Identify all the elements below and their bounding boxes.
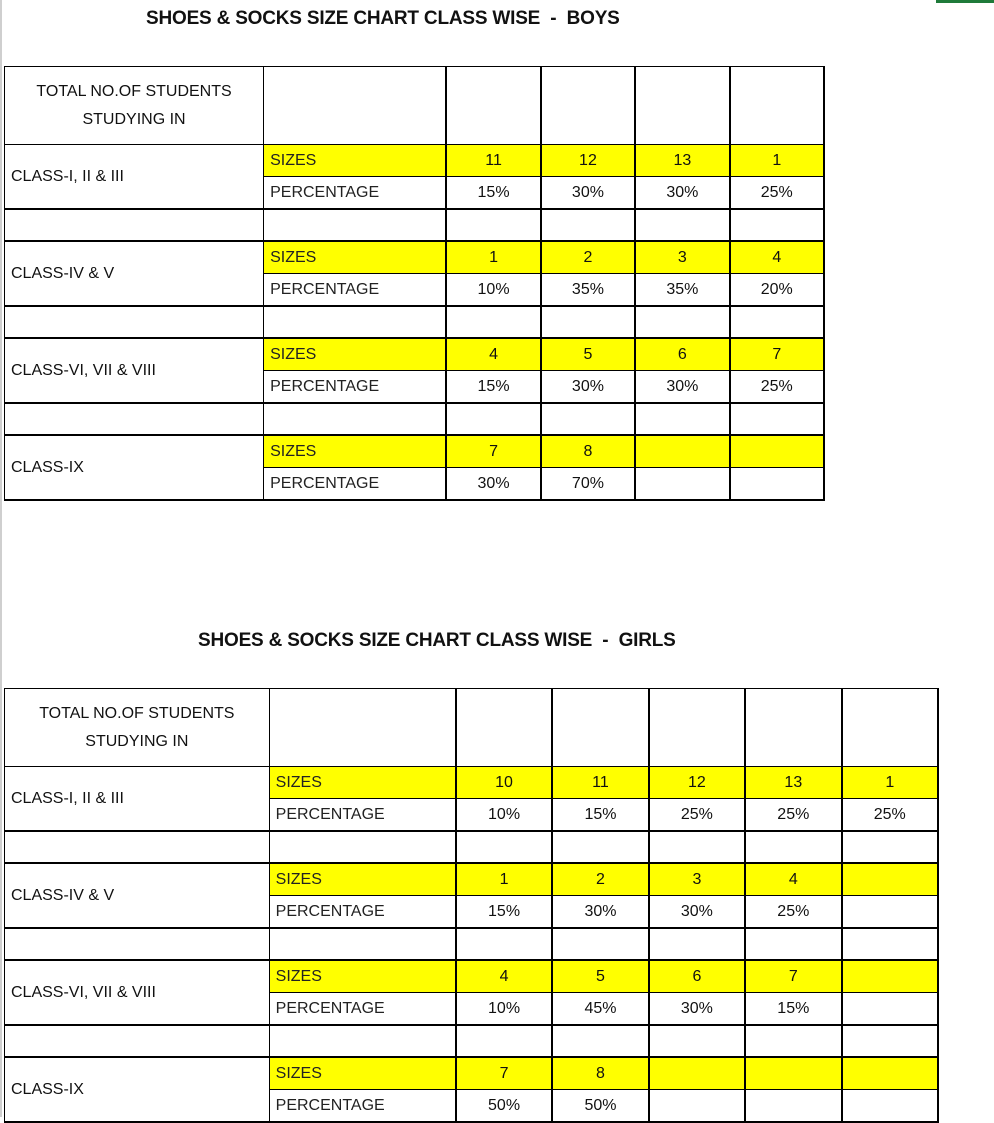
- percentage-value: 50%: [456, 1090, 552, 1123]
- percentage-value: 30%: [635, 177, 729, 210]
- size-value: 1: [730, 145, 824, 177]
- header-label: TOTAL NO.OF STUDENTS STUDYING IN: [5, 67, 264, 145]
- spacer-row: [5, 928, 939, 960]
- percentage-value: 15%: [446, 371, 540, 404]
- spacer-row: [5, 209, 825, 241]
- percentage-label: PERCENTAGE: [264, 468, 447, 501]
- spacer-cell: [446, 209, 540, 241]
- size-value: [730, 435, 824, 468]
- sizes-row: [5, 767, 939, 799]
- sizes-label: SIZES: [269, 767, 456, 799]
- percentage-value: 10%: [456, 993, 552, 1026]
- size-value: [745, 1057, 841, 1090]
- class-name: CLASS-IX: [5, 1057, 270, 1122]
- size-value: 8: [552, 1057, 648, 1090]
- spacer-cell: [5, 928, 270, 960]
- header-empty-cell: [730, 67, 824, 145]
- spacer-row: [5, 403, 825, 435]
- spacer-cell: [541, 306, 635, 338]
- percentage-value: 30%: [541, 177, 635, 210]
- spacer-cell: [446, 403, 540, 435]
- spacer-cell: [456, 831, 552, 863]
- size-value: 13: [635, 145, 729, 177]
- size-value: 13: [745, 767, 841, 799]
- header-empty-cell: [269, 689, 456, 767]
- size-value: 1: [446, 241, 540, 274]
- spacer-cell: [5, 403, 264, 435]
- percentage-value: 15%: [456, 896, 552, 929]
- spacer-cell: [649, 831, 745, 863]
- size-value: [842, 1057, 938, 1090]
- size-value: 12: [541, 145, 635, 177]
- spacer-cell: [635, 306, 729, 338]
- spacer-cell: [264, 306, 447, 338]
- size-value: 7: [446, 435, 540, 468]
- sizes-row: [5, 863, 939, 896]
- spacer-cell: [5, 209, 264, 241]
- size-value: 4: [745, 863, 841, 896]
- percentage-value: 45%: [552, 993, 648, 1026]
- size-value: 5: [552, 960, 648, 993]
- percentage-value: [649, 1090, 745, 1123]
- size-value: 1: [456, 863, 552, 896]
- spacer-cell: [649, 928, 745, 960]
- percentage-label: PERCENTAGE: [269, 993, 456, 1026]
- percentage-value: 10%: [456, 799, 552, 832]
- class-name: CLASS-IV & V: [5, 241, 264, 306]
- size-value: [842, 960, 938, 993]
- percentage-value: 25%: [649, 799, 745, 832]
- percentage-value: 15%: [552, 799, 648, 832]
- header-empty-cell: [456, 689, 552, 767]
- spacer-cell: [269, 928, 456, 960]
- percentage-value: 15%: [745, 993, 841, 1026]
- girls-size-table: [4, 688, 939, 1123]
- class-name: CLASS-I, II & III: [5, 145, 264, 210]
- percentage-value: 30%: [541, 371, 635, 404]
- percentage-value: 30%: [649, 993, 745, 1026]
- size-value: [649, 1057, 745, 1090]
- spacer-cell: [842, 928, 938, 960]
- spacer-cell: [456, 1025, 552, 1057]
- percentage-label: PERCENTAGE: [264, 274, 447, 307]
- sizes-row: [5, 145, 825, 177]
- sheet-left-edge: [0, 0, 2, 1117]
- spacer-row: [5, 831, 939, 863]
- spacer-cell: [552, 928, 648, 960]
- percentage-value: 20%: [730, 274, 824, 307]
- size-value: 8: [541, 435, 635, 468]
- percentage-label: PERCENTAGE: [269, 799, 456, 832]
- header-empty-cell: [842, 689, 938, 767]
- size-value: 2: [552, 863, 648, 896]
- size-value: 7: [745, 960, 841, 993]
- size-value: 3: [635, 241, 729, 274]
- size-value: 7: [730, 338, 824, 371]
- percentage-value: 25%: [745, 896, 841, 929]
- boys-chart-title: SHOES & SOCKS SIZE CHART CLASS WISE - BOYS: [146, 8, 620, 29]
- percentage-value: [635, 468, 729, 501]
- spacer-cell: [541, 209, 635, 241]
- spacer-cell: [5, 1025, 270, 1057]
- spacer-cell: [269, 831, 456, 863]
- sizes-label: SIZES: [269, 1057, 456, 1090]
- size-value: 4: [456, 960, 552, 993]
- header-empty-cell: [264, 67, 447, 145]
- spacer-cell: [842, 831, 938, 863]
- class-name: CLASS-IV & V: [5, 863, 270, 928]
- header-row: [5, 689, 939, 767]
- size-value: 11: [446, 145, 540, 177]
- sizes-label: SIZES: [269, 960, 456, 993]
- size-value: 4: [730, 241, 824, 274]
- sizes-row: [5, 241, 825, 274]
- spacer-cell: [635, 403, 729, 435]
- header-label: TOTAL NO.OF STUDENTS STUDYING IN: [5, 689, 270, 767]
- size-value: 2: [541, 241, 635, 274]
- size-value: 10: [456, 767, 552, 799]
- spacer-cell: [5, 306, 264, 338]
- size-value: 12: [649, 767, 745, 799]
- sizes-row: [5, 1057, 939, 1090]
- spacer-cell: [552, 1025, 648, 1057]
- spacer-cell: [541, 403, 635, 435]
- header-empty-cell: [745, 689, 841, 767]
- spacer-cell: [446, 306, 540, 338]
- percentage-value: 70%: [541, 468, 635, 501]
- spacer-cell: [635, 209, 729, 241]
- percentage-value: 30%: [635, 371, 729, 404]
- spacer-row: [5, 1025, 939, 1057]
- size-value: 11: [552, 767, 648, 799]
- size-value: 6: [649, 960, 745, 993]
- size-value: 5: [541, 338, 635, 371]
- percentage-value: [842, 896, 938, 929]
- spacer-cell: [264, 403, 447, 435]
- class-name: CLASS-I, II & III: [5, 767, 270, 832]
- sizes-label: SIZES: [264, 338, 447, 371]
- size-value: 7: [456, 1057, 552, 1090]
- spacer-cell: [842, 1025, 938, 1057]
- header-empty-cell: [541, 67, 635, 145]
- percentage-value: 25%: [745, 799, 841, 832]
- percentage-value: 25%: [730, 371, 824, 404]
- spacer-cell: [649, 1025, 745, 1057]
- spacer-cell: [269, 1025, 456, 1057]
- sizes-row: [5, 960, 939, 993]
- header-empty-cell: [635, 67, 729, 145]
- header-empty-cell: [446, 67, 540, 145]
- percentage-value: [842, 1090, 938, 1123]
- percentage-label: PERCENTAGE: [264, 177, 447, 210]
- sizes-label: SIZES: [264, 241, 447, 274]
- spacer-cell: [730, 403, 824, 435]
- percentage-value: [842, 993, 938, 1026]
- size-value: [635, 435, 729, 468]
- spacer-cell: [745, 831, 841, 863]
- spacer-cell: [5, 831, 270, 863]
- header-row: [5, 67, 825, 145]
- sizes-label: SIZES: [269, 863, 456, 896]
- percentage-label: PERCENTAGE: [269, 896, 456, 929]
- sizes-label: SIZES: [264, 435, 447, 468]
- header-empty-cell: [649, 689, 745, 767]
- spacer-cell: [745, 928, 841, 960]
- sizes-row: [5, 435, 825, 468]
- spacer-cell: [456, 928, 552, 960]
- class-name: CLASS-IX: [5, 435, 264, 500]
- selection-corner-mark: [936, 0, 994, 3]
- spacer-cell: [745, 1025, 841, 1057]
- percentage-value: [730, 468, 824, 501]
- percentage-value: 30%: [446, 468, 540, 501]
- size-value: 3: [649, 863, 745, 896]
- spacer-cell: [552, 831, 648, 863]
- percentage-label: PERCENTAGE: [269, 1090, 456, 1123]
- spacer-cell: [730, 306, 824, 338]
- spacer-cell: [264, 209, 447, 241]
- sizes-label: SIZES: [264, 145, 447, 177]
- percentage-value: 10%: [446, 274, 540, 307]
- percentage-value: 35%: [541, 274, 635, 307]
- girls-chart-title: SHOES & SOCKS SIZE CHART CLASS WISE - GIRLS: [198, 630, 676, 651]
- percentage-value: 25%: [842, 799, 938, 832]
- class-name: CLASS-VI, VII & VIII: [5, 338, 264, 403]
- header-empty-cell: [552, 689, 648, 767]
- size-value: 1: [842, 767, 938, 799]
- boys-size-table: [4, 66, 825, 501]
- class-name: CLASS-VI, VII & VIII: [5, 960, 270, 1025]
- percentage-value: 15%: [446, 177, 540, 210]
- spacer-cell: [730, 209, 824, 241]
- size-value: [842, 863, 938, 896]
- percentage-value: [745, 1090, 841, 1123]
- percentage-value: 50%: [552, 1090, 648, 1123]
- percentage-value: 30%: [649, 896, 745, 929]
- percentage-value: 30%: [552, 896, 648, 929]
- spacer-row: [5, 306, 825, 338]
- size-value: 6: [635, 338, 729, 371]
- size-value: 4: [446, 338, 540, 371]
- sizes-row: [5, 338, 825, 371]
- percentage-value: 25%: [730, 177, 824, 210]
- percentage-value: 35%: [635, 274, 729, 307]
- percentage-label: PERCENTAGE: [264, 371, 447, 404]
